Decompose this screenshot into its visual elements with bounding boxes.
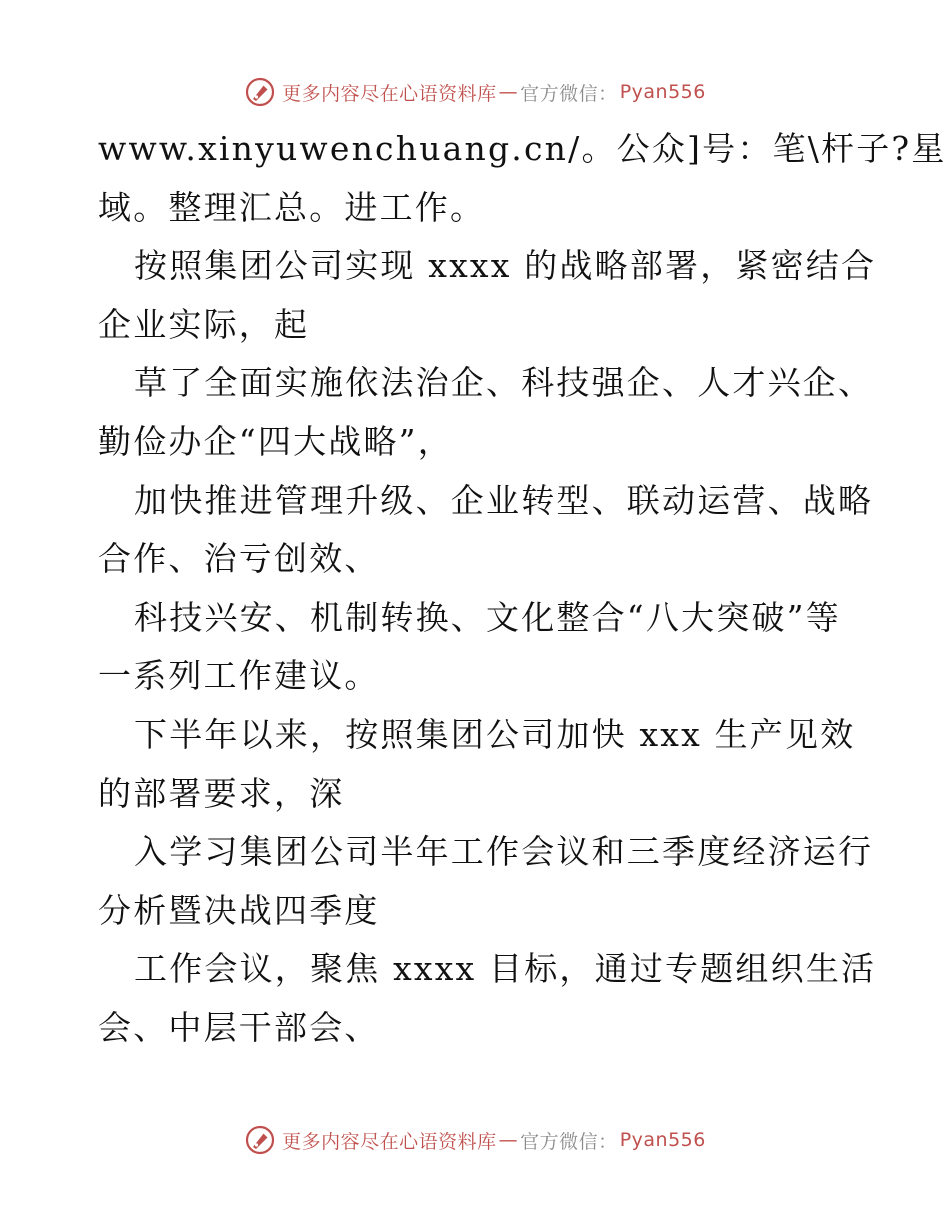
text-line: 分析暨决战四季度 xyxy=(98,890,380,930)
text-line: 合作、治亏创效、 xyxy=(98,539,380,579)
text-line: 一系列工作建议。 xyxy=(98,656,380,696)
text-line: 加快推进管理升级、企业转型、联动运营、战略 xyxy=(134,480,874,520)
banner-wechat-label: 官方微信： xyxy=(520,82,618,105)
text-line: 会、中层干部会、 xyxy=(98,1007,380,1047)
banner-dash: — xyxy=(498,81,519,103)
header-banner xyxy=(0,72,950,112)
text-line: 下半年以来，按照集团公司加快 xxx 生产见效 xyxy=(134,714,856,754)
text-line: 的部署要求，深 xyxy=(98,773,345,813)
text-line: 科技兴安、机制转换、文化整合“八大突破”等 xyxy=(134,597,841,637)
banner-dash: — xyxy=(498,1129,519,1151)
banner-brand: 更多内容尽在心语资料库 xyxy=(282,1130,497,1153)
pen-nib-logo-icon xyxy=(244,1124,276,1156)
document-body xyxy=(98,120,947,1058)
text-line: 企业实际，起 xyxy=(98,304,310,344)
text-line: 草了全面实施依法治企、科技强企、人才兴企、 xyxy=(134,363,874,403)
text-line: 域。整理汇总。进工作。 xyxy=(98,187,486,227)
text-line: 工作会议，聚焦 xxxx 目标，通过专题组织生活 xyxy=(134,949,877,989)
banner-wechat-label: 官方微信： xyxy=(520,1130,618,1153)
banner-wechat-id: Pyan556 xyxy=(619,81,706,103)
pen-nib-logo-icon xyxy=(244,76,276,108)
footer-banner xyxy=(0,1120,950,1160)
text-line: 勤俭办企“四大战略”， xyxy=(98,421,453,461)
banner-wechat-id: Pyan556 xyxy=(619,1129,706,1151)
text-line: 按照集团公司实现 xxxx 的战略部署，紧密结合 xyxy=(134,246,877,286)
text-line: www.xinyuwenchuang.cn/。公众]号：笔\杆子?星 xyxy=(98,129,947,168)
banner-brand: 更多内容尽在心语资料库 xyxy=(282,82,497,105)
text-line: 入学习集团公司半年工作会议和三季度经济运行 xyxy=(134,832,874,872)
